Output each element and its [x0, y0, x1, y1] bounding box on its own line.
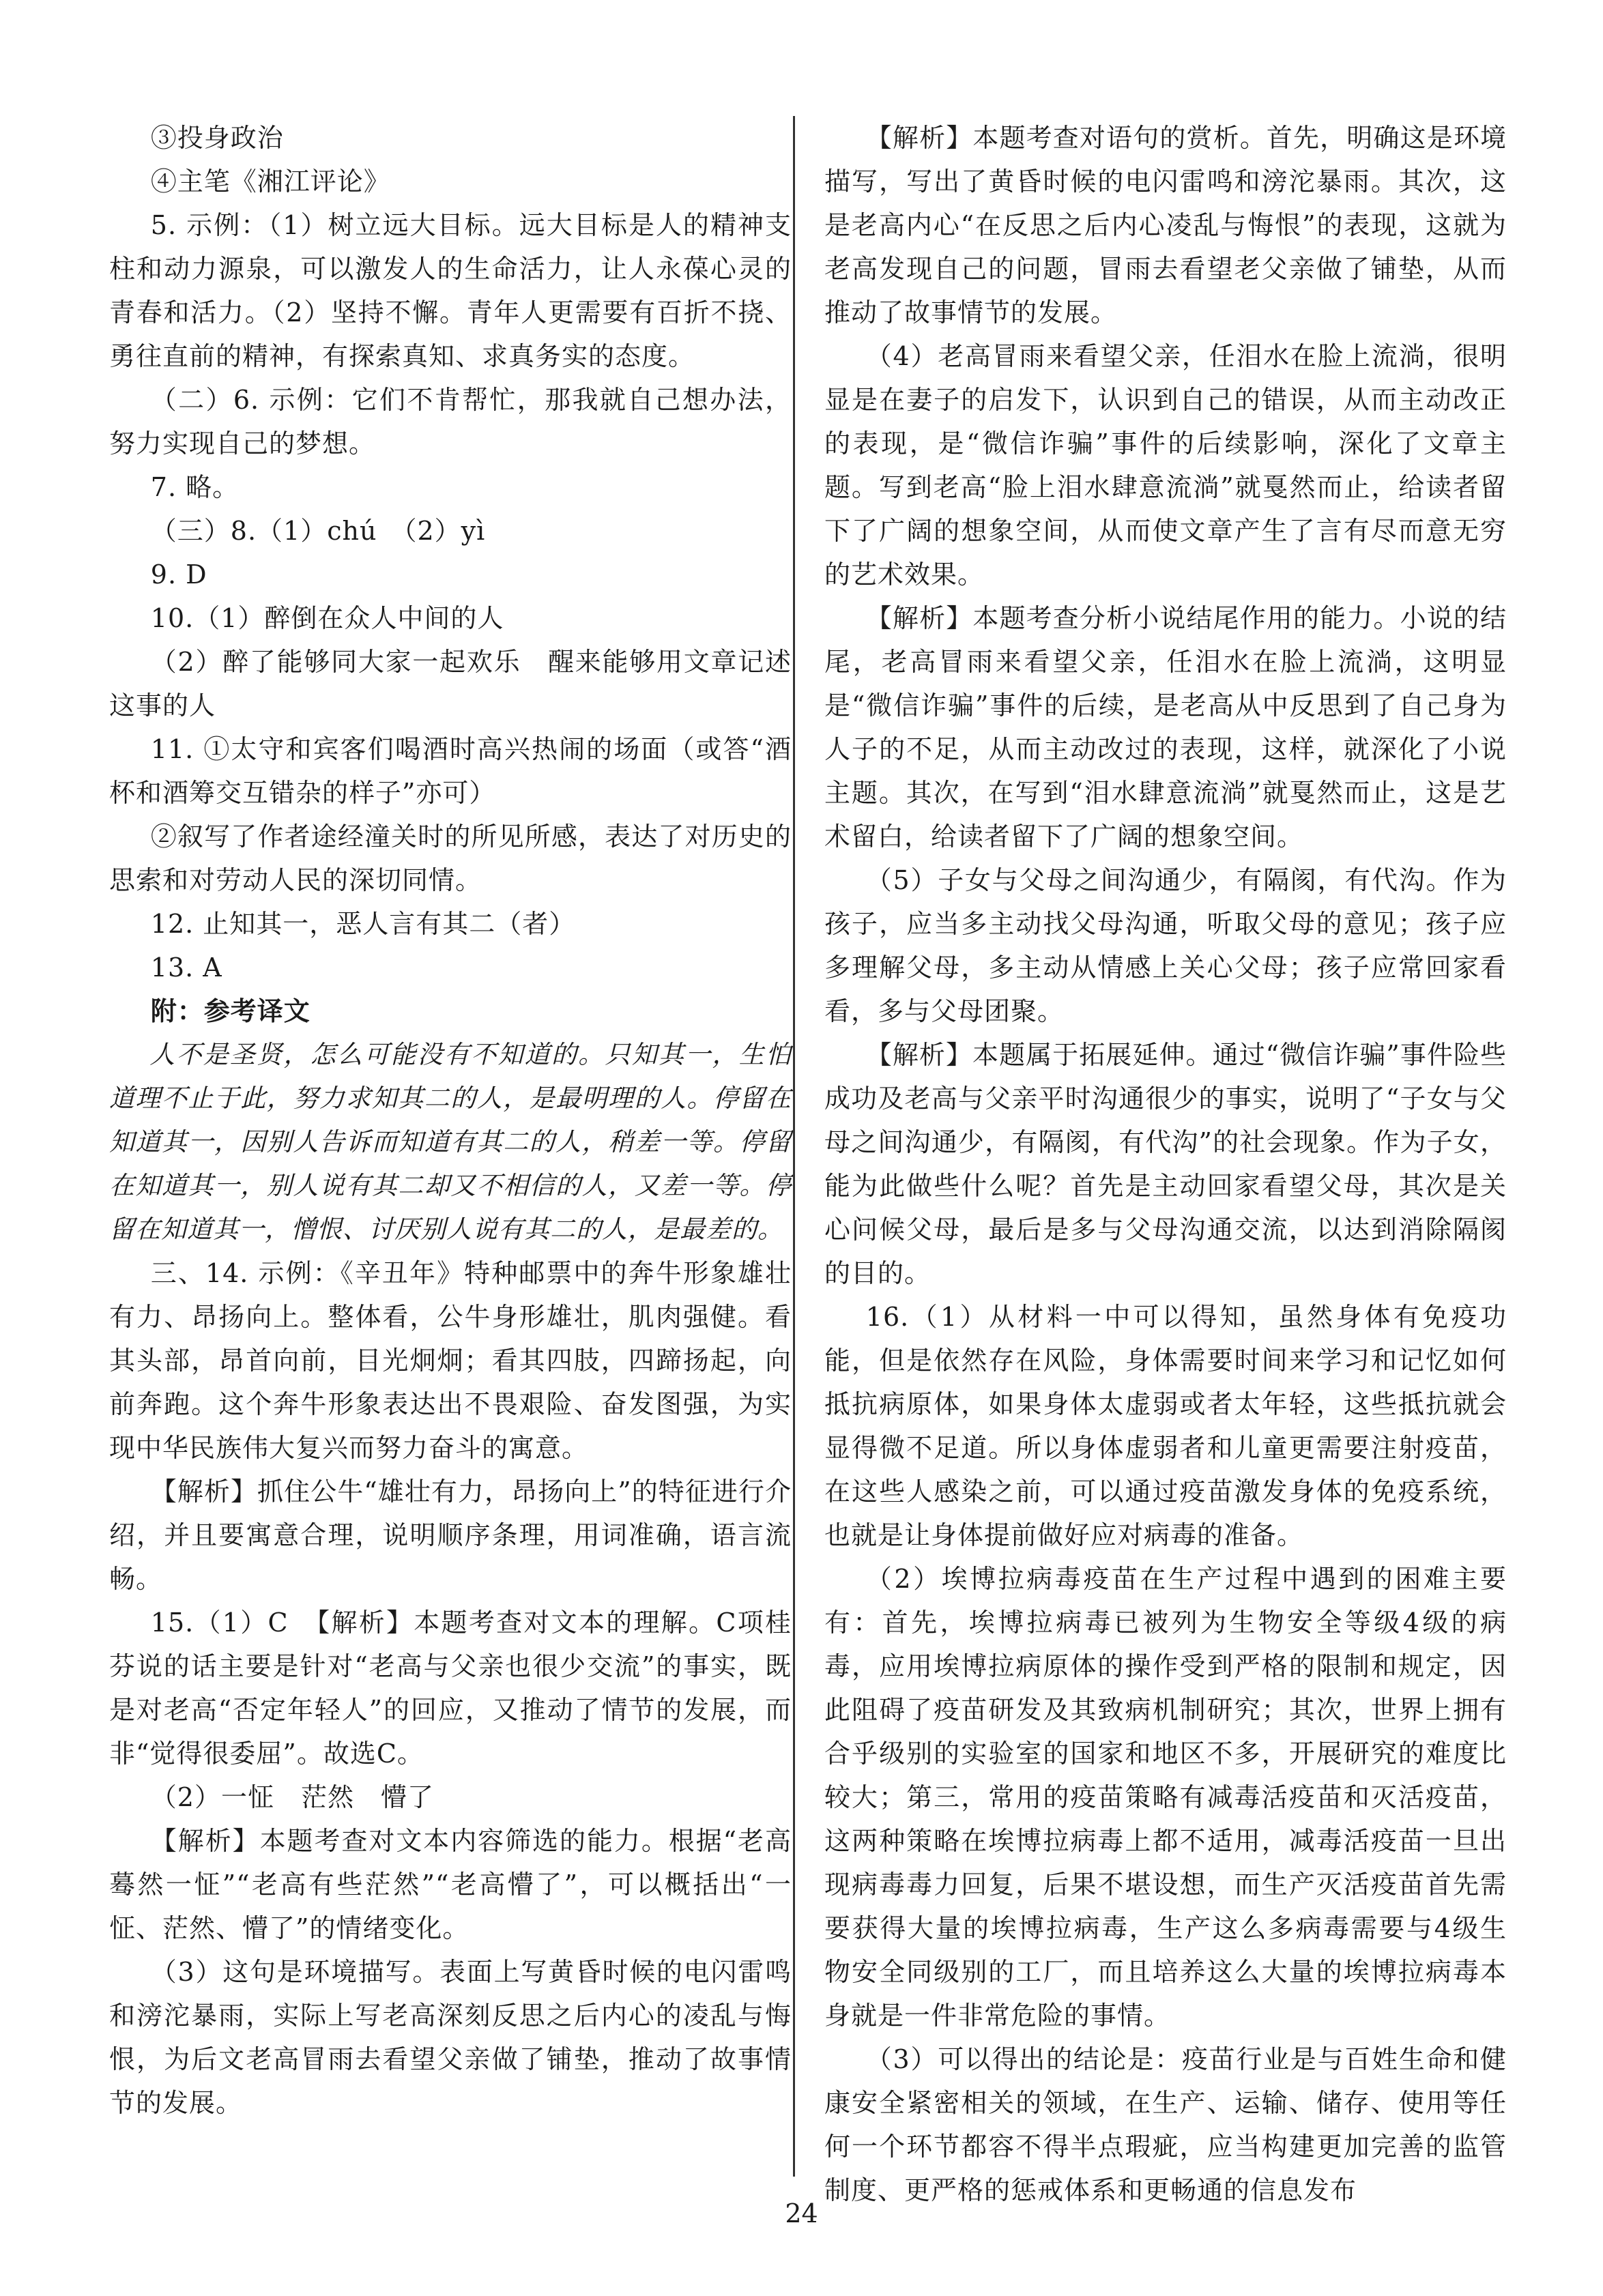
column-divider — [793, 116, 795, 2177]
paragraph: 11. ①太守和宾客们喝酒时高兴热闹的场面（或答“酒杯和酒筹交互错杂的样子”亦可） — [109, 734, 792, 808]
right-column — [824, 116, 1507, 2212]
paragraph: ③投身政治 — [150, 123, 284, 153]
paragraph: 人不是圣贤，怎么可能没有不知道的。只知其一，生怕道理不止于此，努力求知其二的人，是最明理的人。停留在知道其一，因别人告诉而知道有其二的人，稍差一等。停留在知道其一，别人说有其二却又不相信的人，又差一等。停留在知道其一，憎恨、讨厌别人说有其二的人，是最差的。 — [109, 1040, 792, 1244]
paragraph: 10.（1）醉倒在众人中间的人 — [150, 603, 504, 633]
paragraph: （3）可以得出的结论是：疫苗行业是与百姓生命和健康安全紧密相关的领域，在生产、运输、储存、使用等任何一个环节都容不得半点瑕疵，应当构建更加完善的监管制度、更严格的惩戒体系和更畅通的信息发布 — [824, 2044, 1507, 2205]
paragraph: 【解析】本题考查对语句的赏析。首先，明确这是环境描写，写出了黄昏时候的电闪雷鸣和滂沱暴雨。其次，这是老高内心“在反思之后内心凌乱与悔恨”的表现，这就为老高发现自己的问题，冒雨去看望老父亲做了铺垫，从而推动了故事情节的发展。 — [824, 123, 1507, 328]
paragraph: 12. 止知其一，恶人言有其二（者） — [150, 909, 576, 939]
paragraph: 13. A — [150, 953, 222, 983]
paragraph: （3）这句是环境描写。表面上写黄昏时候的电闪雷鸣和滂沱暴雨，实际上写老高深刻反思之后内心的凌乱与悔恨，为后文老高冒雨去看望父亲做了铺垫，推动了故事情节的发展。 — [109, 1957, 792, 2118]
paragraph: 【解析】本题属于拓展延伸。通过“微信诈骗”事件险些成功及老高与父亲平时沟通很少的事实，说明了“子女与父母之间沟通少，有隔阂，有代沟”的社会现象。作为子女，能为此做些什么呢？首先是主动回家看望父母，其次是关心问候父母，最后是多与父母沟通交流，以达到消除隔阂的目的。 — [824, 1040, 1507, 1288]
paragraph: ②叙写了作者途经潼关时的所见所感，表达了对历史的思索和对劳动人民的深切同情。 — [109, 822, 792, 895]
paragraph: （2）一怔 茫然 懵了 — [150, 1782, 434, 1812]
paragraph: （三）8.（1）chú （2）yì — [150, 516, 486, 546]
paragraph: （2）埃博拉病毒疫苗在生产过程中遇到的困难主要有：首先，埃博拉病毒已被列为生物安全等级4级的病毒，应用埃博拉病原体的操作受到严格的限制和规定，因此阻碍了疫苗研发及其致病机制研究；其次，世界上拥有合乎级别的实验室的国家和地区不多，开展研究的难度比较大；第三，常用的疫苗策略有减毒活疫苗和灭活疫苗，这两种策略在埃博拉病毒上都不适用，减毒活疫苗一旦出现病毒毒力回复，后果不堪设想，而生产灭活疫苗首先需要获得大量的埃博拉病毒，生产这么多病毒需要与4级生物安全同级别的工厂，而且培养这么大量的埃博拉病毒本身就是一件非常危险的事情。 — [824, 1564, 1507, 2031]
paragraph: ④主笔《湘江评论》 — [150, 166, 390, 197]
paragraph: 【解析】抓住公牛“雄壮有力，昂扬向上”的特征进行介绍，并且要寓意合理，说明顺序条理，用词准确，语言流畅。 — [109, 1477, 792, 1594]
paragraph: 【解析】本题考查分析小说结尾作用的能力。小说的结尾，老高冒雨来看望父亲，任泪水在脸上流淌，这明显是“微信诈骗”事件的后续，是老高从中反思到了自己身为人子的不足，从而主动改过的表现，这样，就深化了小说主题。其次，在写到“泪水肆意流淌”就戛然而止，这是艺术留白，给读者留下了广阔的想象空间。 — [824, 603, 1507, 852]
paragraph: 【解析】本题考查对文本内容筛选的能力。根据“老高蓦然一怔”“老高有些茫然”“老高懵了”，可以概括出“一怔、茫然、懵了”的情绪变化。 — [109, 1826, 792, 1943]
page-number: 24 — [785, 2198, 818, 2228]
paragraph: （5）子女与父母之间沟通少，有隔阂，有代沟。作为孩子，应当多主动找父母沟通，听取父母的意见；孩子应多理解父母，多主动从情感上关心父母；孩子应常回家看看，多与父母团聚。 — [824, 865, 1507, 1026]
paragraph: 附：参考译文 — [150, 996, 311, 1026]
paragraph: 7. 略。 — [150, 472, 240, 502]
paragraph: 三、14. 示例：《辛丑年》特种邮票中的奔牛形象雄壮有力、昂扬向上。整体看，公牛身形雄壮，肌肉强健。看其头部，昂首向前，目光炯炯；看其四肢，四蹄扬起，向前奔跑。这个奔牛形象表达出不畏艰险、奋发图强，为实现中华民族伟大复兴而努力奋斗的寓意。 — [109, 1258, 792, 1463]
paragraph: （二）6. 示例：它们不肯帮忙，那我就自己想办法，努力实现自己的梦想。 — [109, 385, 792, 459]
left-column — [109, 116, 792, 2125]
paragraph: （2）醉了能够同大家一起欢乐 醒来能够用文章记述这事的人 — [109, 647, 792, 721]
paragraph: 5. 示例：（1）树立远大目标。远大目标是人的精神支柱和动力源泉，可以激发人的生命活力，让人永葆心灵的青春和活力。（2）坚持不懈。青年人更需要有百折不挠、勇往直前的精神，有探索真知、求真务实的态度。 — [109, 210, 792, 371]
paragraph: （4）老高冒雨来看望父亲，任泪水在脸上流淌，很明显是在妻子的启发下，认识到自己的错误，从而主动改正的表现，是“微信诈骗”事件的后续影响，深化了文章主题。写到老高“脸上泪水肆意流淌”就戛然而止，给读者留下了广阔的想象空间，从而使文章产生了言有尽而意无穷的艺术效果。 — [824, 341, 1507, 590]
paragraph: 16.（1）从材料一中可以得知，虽然身体有免疫功能，但是依然存在风险，身体需要时间来学习和记忆如何抵抗病原体，如果身体太虚弱或者太年轻，这些抵抗就会显得微不足道。所以身体虚弱者和儿童更需要注射疫苗，在这些人感染之前，可以通过疫苗激发身体的免疫系统，也就是让身体提前做好应对病毒的准备。 — [824, 1302, 1507, 1550]
paragraph: 9. D — [150, 560, 207, 590]
paragraph: 15.（1）C 【解析】本题考查对文本的理解。C项桂芬说的话主要是针对“老高与父亲也很少交流”的事实，既是对老高“否定年轻人”的回应，又推动了情节的发展，而非“觉得很委屈”。故选C。 — [109, 1608, 792, 1769]
